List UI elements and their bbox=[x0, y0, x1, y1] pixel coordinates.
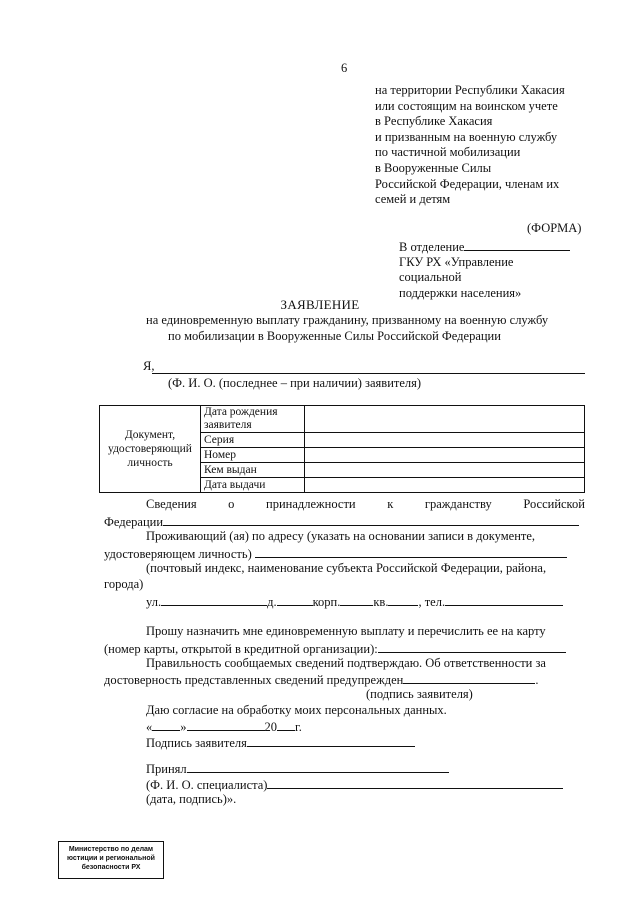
phone-label: , тел. bbox=[418, 595, 446, 609]
confirm-line-2: достоверность представленных сведений предупрежден bbox=[104, 673, 404, 687]
year-prefix: 20 bbox=[264, 720, 277, 734]
street-address-row bbox=[146, 593, 563, 610]
address-line: и призванным на военную службу bbox=[375, 129, 558, 144]
address-line: по частичной мобилизации bbox=[375, 145, 521, 160]
accepted-label: Принял bbox=[146, 762, 187, 776]
confirm-line-1: Правильность сообщаемых сведений подтверждаю. Об ответственности за bbox=[146, 656, 546, 670]
identity-document-header: Документ, удостоверяющий личность bbox=[100, 406, 201, 493]
house-field[interactable] bbox=[277, 593, 313, 606]
recipient-line-2: ГКУ РХ «Управление bbox=[399, 255, 514, 270]
address-line: на территории Республики Хакасия bbox=[375, 83, 565, 97]
citizenship-line bbox=[146, 497, 585, 512]
recipient-line-3: социальной bbox=[399, 270, 462, 285]
request-line-1: Прошу назначить мне единовременную выплату и перечислить ее на карту bbox=[146, 624, 546, 638]
address-line: семей и детям bbox=[375, 192, 451, 207]
house-label: д. bbox=[267, 595, 277, 609]
issue-date-cell[interactable] bbox=[305, 478, 585, 493]
row-label-series: Серия bbox=[201, 433, 305, 448]
subtitle-line-1: на единовременную выплату гражданину, призванному на военную службу bbox=[146, 313, 549, 327]
address-line: Российской Федерации, членам их bbox=[375, 176, 560, 191]
street-label: ул. bbox=[146, 595, 162, 609]
citizenship-word: Сведения bbox=[146, 497, 197, 511]
building-field[interactable] bbox=[340, 593, 373, 606]
applicant-name-field[interactable] bbox=[152, 373, 585, 374]
quote-open: « bbox=[146, 720, 153, 734]
residence-line-1: Проживающий (ая) по адресу (указать на основании записи в документе, bbox=[146, 529, 536, 543]
apartment-label: кв. bbox=[373, 595, 389, 609]
apartment-field[interactable] bbox=[388, 593, 418, 606]
accepted-field[interactable] bbox=[187, 760, 449, 773]
issued-by-cell[interactable] bbox=[305, 463, 585, 478]
specialist-field[interactable] bbox=[267, 776, 563, 789]
address-line: или состоящим на воинском учете bbox=[375, 98, 558, 113]
series-cell[interactable] bbox=[305, 433, 585, 448]
recipient-line-1: В отделение bbox=[399, 240, 465, 254]
month-field[interactable] bbox=[187, 718, 265, 731]
residence-line-2: удостоверяющем личность) bbox=[104, 547, 252, 561]
row-label-number: Номер bbox=[201, 448, 305, 463]
request-line-2: (номер карты, открытой в кредитной организации): bbox=[104, 642, 378, 656]
residence-line-3: (почтовый индекс, наименование субъекта Российской Федерации, района, bbox=[146, 561, 547, 575]
stamp-line: юстиции и региональной bbox=[67, 855, 155, 862]
citizenship-word: гражданству bbox=[424, 497, 492, 511]
citizenship-word: принадлежности bbox=[266, 497, 356, 511]
number-cell[interactable] bbox=[305, 448, 585, 463]
citizenship-word: о bbox=[228, 497, 235, 511]
confirm-line-end: . bbox=[535, 673, 539, 687]
year-suffix: г. bbox=[295, 720, 302, 734]
stamp-line: безопасности РХ bbox=[81, 864, 141, 871]
phone-field[interactable] bbox=[445, 593, 563, 606]
address-line: в Вооруженные Силы bbox=[375, 160, 492, 175]
address-line: в Республике Хакасия bbox=[375, 114, 493, 129]
citizenship-line-2: Федерации bbox=[104, 515, 164, 529]
consent-line: Даю согласие на обработку моих персональных данных. bbox=[146, 703, 447, 717]
card-number-field[interactable] bbox=[378, 640, 566, 653]
applicant-signature-field[interactable] bbox=[247, 734, 415, 747]
page-number: 6 bbox=[341, 61, 348, 75]
stamp-line: Министерство по делам bbox=[68, 846, 154, 853]
identity-document-table bbox=[99, 405, 585, 493]
citizenship-word: Российской bbox=[523, 497, 585, 511]
citizenship-field[interactable] bbox=[163, 513, 579, 526]
document-title: ЗАЯВЛЕНИЕ bbox=[280, 297, 360, 312]
date-signature-label: (дата, подпись)». bbox=[146, 792, 237, 806]
applicant-prefix: Я, bbox=[143, 359, 155, 373]
citizenship-word: к bbox=[387, 497, 394, 511]
building-label: корп. bbox=[312, 595, 341, 609]
row-label-issue-date: Дата выдачи bbox=[201, 478, 305, 493]
applicant-signature-label: Подпись заявителя bbox=[146, 736, 247, 750]
signature-caption: (подпись заявителя) bbox=[366, 687, 473, 701]
year-field[interactable] bbox=[277, 718, 295, 731]
quote-close: » bbox=[180, 720, 187, 734]
residence-line-4: города) bbox=[104, 577, 144, 591]
street-field[interactable] bbox=[161, 593, 267, 606]
row-label-issued-by: Кем выдан bbox=[201, 463, 305, 478]
row-label-birthdate: Дата рождения заявителя bbox=[201, 406, 305, 433]
recipient-line-4: поддержки населения» bbox=[399, 285, 522, 300]
addressee-block bbox=[375, 83, 565, 208]
applicant-caption: (Ф. И. О. (последнее – при наличии) заявителя) bbox=[168, 376, 422, 390]
recipient-block bbox=[399, 238, 570, 301]
department-field[interactable] bbox=[464, 238, 570, 251]
residence-address-field[interactable] bbox=[255, 545, 567, 558]
date-row bbox=[146, 718, 302, 735]
day-field[interactable] bbox=[152, 718, 180, 731]
specialist-label: (Ф. И. О. специалиста) bbox=[146, 778, 268, 792]
birthdate-cell[interactable] bbox=[305, 406, 585, 433]
confirm-signature-field[interactable] bbox=[403, 671, 535, 684]
subtitle-line-2: по мобилизации в Вооруженные Силы Российской Федерации bbox=[168, 329, 501, 343]
form-label: (ФОРМА) bbox=[527, 221, 582, 235]
ministry-stamp bbox=[58, 841, 164, 879]
